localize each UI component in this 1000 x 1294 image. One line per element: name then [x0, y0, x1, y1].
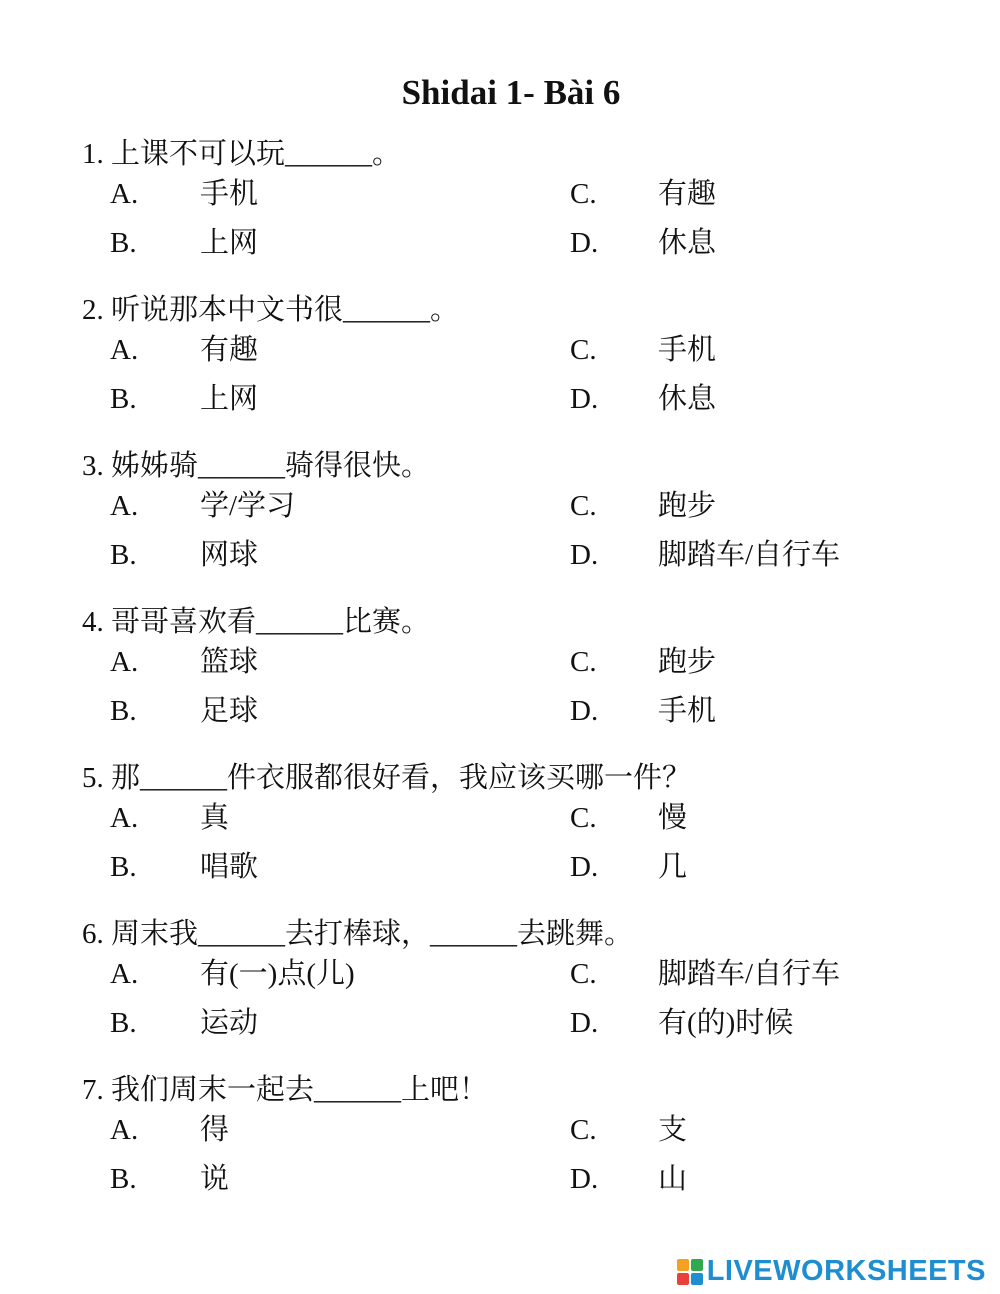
option-b-letter[interactable]: B.	[110, 695, 137, 727]
option-d-text[interactable]: 脚踏车/自行车	[658, 539, 841, 571]
option-a-text[interactable]: 有趣	[200, 334, 259, 366]
question-5	[82, 758, 982, 896]
option-c-text[interactable]: 跑步	[658, 490, 717, 522]
option-c-letter[interactable]: C.	[570, 334, 597, 366]
question-4	[82, 602, 982, 740]
option-c-letter[interactable]: C.	[570, 958, 597, 990]
option-a-letter[interactable]: A.	[110, 1114, 139, 1146]
option-d-text[interactable]: 休息	[658, 383, 717, 415]
option-c-letter[interactable]: C.	[570, 1114, 597, 1146]
option-a-letter[interactable]: A.	[110, 802, 139, 834]
option-b-text[interactable]: 运动	[200, 1007, 259, 1039]
option-b-text[interactable]: 唱歌	[200, 851, 259, 883]
logo-mark-icon	[677, 1259, 703, 1285]
option-a-text[interactable]: 学/学习	[200, 490, 296, 522]
option-c-letter[interactable]: C.	[570, 490, 597, 522]
worksheet-title: Shidai 1- Bài 6	[401, 73, 621, 112]
option-c-text[interactable]: 手机	[658, 334, 717, 366]
option-b-text[interactable]: 上网	[200, 227, 259, 259]
option-b-text[interactable]: 足球	[200, 695, 259, 727]
question-2	[82, 290, 982, 428]
option-d-text[interactable]: 休息	[658, 227, 717, 259]
option-c-letter[interactable]: C.	[570, 646, 597, 678]
option-c-text[interactable]: 慢	[658, 802, 688, 834]
question-1	[82, 134, 982, 272]
option-a-letter[interactable]: A.	[110, 178, 139, 210]
option-d-letter[interactable]: D.	[570, 851, 599, 883]
question-text: 3. 姊姊骑______骑得很快。	[82, 450, 431, 482]
question-text: 4. 哥哥喜欢看______比赛。	[82, 606, 431, 638]
option-b-text[interactable]: 上网	[200, 383, 259, 415]
option-d-letter[interactable]: D.	[570, 695, 599, 727]
question-6	[82, 914, 982, 1052]
question-text: 7. 我们周末一起去______上吧！	[82, 1074, 489, 1106]
option-c-text[interactable]: 跑步	[658, 646, 717, 678]
option-d-letter[interactable]: D.	[570, 1007, 599, 1039]
option-d-text[interactable]: 手机	[658, 695, 717, 727]
option-b-text[interactable]: 网球	[200, 539, 259, 571]
option-d-text[interactable]: 有(的)时候	[658, 1007, 794, 1039]
question-text: 1. 上课不可以玩______。	[82, 138, 402, 170]
option-c-text[interactable]: 支	[658, 1114, 688, 1146]
option-a-letter[interactable]: A.	[110, 490, 139, 522]
option-b-letter[interactable]: B.	[110, 1007, 137, 1039]
liveworksheets-logo	[677, 1255, 986, 1288]
option-d-text[interactable]: 几	[658, 851, 688, 883]
option-c-letter[interactable]: C.	[570, 802, 597, 834]
option-a-text[interactable]: 得	[200, 1114, 230, 1146]
option-b-letter[interactable]: B.	[110, 851, 137, 883]
question-text: 6. 周末我______去打棒球，______去跳舞。	[82, 918, 634, 950]
option-d-letter[interactable]: D.	[570, 383, 599, 415]
logo-text: LIVEWORKSHEETS	[706, 1255, 986, 1287]
option-d-letter[interactable]: D.	[570, 1163, 599, 1195]
option-d-letter[interactable]: D.	[570, 227, 599, 259]
option-a-text[interactable]: 有(一)点(儿)	[200, 958, 355, 990]
option-a-letter[interactable]: A.	[110, 334, 139, 366]
option-b-letter[interactable]: B.	[110, 227, 137, 259]
option-b-letter[interactable]: B.	[110, 1163, 137, 1195]
option-b-letter[interactable]: B.	[110, 539, 137, 571]
option-a-text[interactable]: 真	[200, 802, 230, 834]
option-d-letter[interactable]: D.	[570, 539, 599, 571]
option-a-letter[interactable]: A.	[110, 646, 139, 678]
option-a-text[interactable]: 篮球	[200, 646, 259, 678]
option-a-text[interactable]: 手机	[200, 178, 259, 210]
question-text: 2. 听说那本中文书很______。	[82, 294, 460, 326]
option-a-letter[interactable]: A.	[110, 958, 139, 990]
option-c-text[interactable]: 脚踏车/自行车	[658, 958, 841, 990]
question-text: 5. 那______件衣服都很好看，我应该买哪一件？	[82, 762, 692, 794]
option-c-letter[interactable]: C.	[570, 178, 597, 210]
option-b-letter[interactable]: B.	[110, 383, 137, 415]
question-7	[82, 1070, 982, 1208]
question-3	[82, 446, 982, 584]
option-c-text[interactable]: 有趣	[658, 178, 717, 210]
option-d-text[interactable]: 山	[658, 1163, 688, 1195]
option-b-text[interactable]: 说	[200, 1163, 230, 1195]
